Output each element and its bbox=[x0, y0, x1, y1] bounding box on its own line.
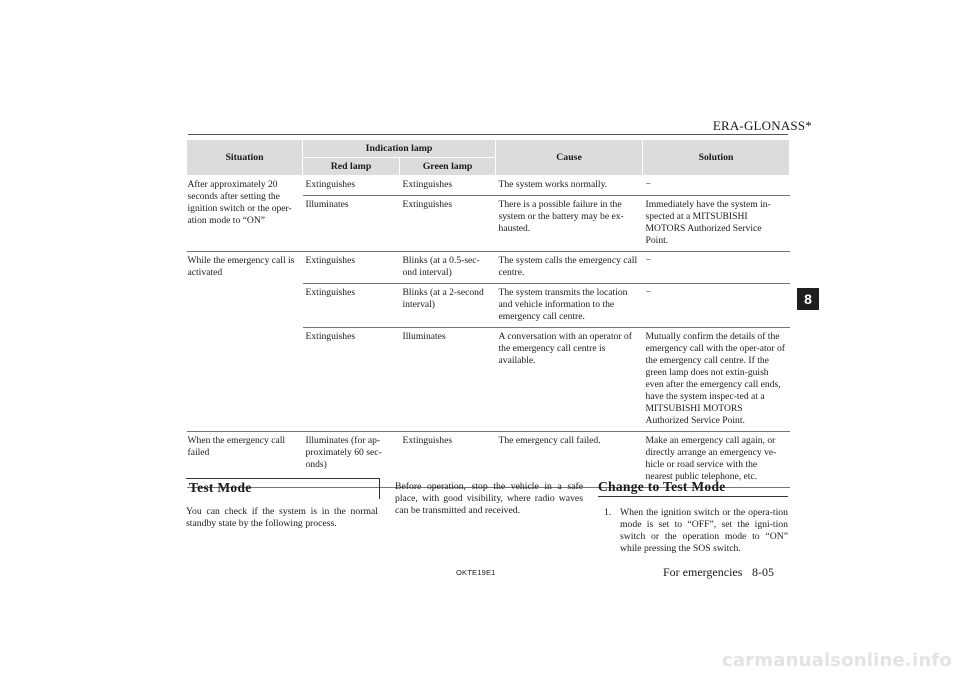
red-lamp-cell: Illuminates (for ap-proximately 60 sec-onds) bbox=[303, 432, 400, 488]
footer-section-name: For emergencies bbox=[663, 565, 743, 579]
header-indication-lamp: Indication lamp bbox=[303, 140, 496, 158]
green-lamp-cell: Extinguishes bbox=[400, 176, 496, 196]
table-row bbox=[187, 252, 790, 284]
test-mode-note: Before operation, stop the vehicle in a safe place, with good visibility, where radio waves can be transmitted and received. bbox=[395, 481, 583, 516]
document-code: OKTE19E1 bbox=[456, 568, 496, 577]
cause-cell: The system transmits the location and vehicle information to the emergency call centre. bbox=[496, 284, 643, 328]
test-mode-intro: You can check if the system is in the normal standby state by the following process. bbox=[186, 506, 378, 529]
step-text: When the ignition switch or the opera-tion mode is set to “OFF”, set the igni-tion switch or the operation mode to “ON” while pressing the SOS switch. bbox=[620, 507, 788, 554]
table-row bbox=[187, 176, 790, 196]
header-red-lamp: Red lamp bbox=[303, 158, 400, 176]
green-lamp-cell: Blinks (at a 0.5-sec-ond interval) bbox=[400, 252, 496, 284]
green-lamp-cell: Extinguishes bbox=[400, 432, 496, 488]
cause-cell: A conversation with an operator of the emergency call centre is available. bbox=[496, 328, 643, 432]
step-number: 1. bbox=[604, 507, 612, 518]
red-lamp-cell: Extinguishes bbox=[303, 284, 400, 328]
green-lamp-cell: Illuminates bbox=[400, 328, 496, 432]
red-lamp-cell: Extinguishes bbox=[303, 176, 400, 196]
chapter-tab[interactable]: 8 bbox=[797, 288, 819, 310]
red-lamp-cell: Extinguishes bbox=[303, 328, 400, 432]
change-to-test-mode-heading: Change to Test Mode bbox=[598, 478, 788, 497]
situation-cell: When the emergency call failed bbox=[187, 432, 303, 488]
solution-cell: Mutually confirm the details of the emergency call with the oper-ator of the emergency call centre. If the green lamp does not extin-guish even after the emergency call ends, have the system inspec-ted at a MITSUBISHI MOTORS Authorized Service Point. bbox=[643, 328, 790, 432]
red-lamp-cell: Illuminates bbox=[303, 196, 400, 252]
header-solution: Solution bbox=[643, 140, 790, 176]
solution-cell: − bbox=[643, 284, 790, 328]
indication-lamp-table bbox=[186, 139, 790, 488]
green-lamp-cell: Extinguishes bbox=[400, 196, 496, 252]
header-situation: Situation bbox=[187, 140, 303, 176]
cause-cell: There is a possible failure in the system or the battery may be ex-hausted. bbox=[496, 196, 643, 252]
solution-cell: − bbox=[643, 252, 790, 284]
step-list bbox=[604, 507, 788, 555]
page-number: 8-05 bbox=[752, 565, 774, 579]
situation-cell: While the emergency call is activated bbox=[187, 252, 303, 432]
red-lamp-cell: Extinguishes bbox=[303, 252, 400, 284]
solution-cell: Immediately have the system in-spected at a MITSUBISHI MOTORS Authorized Service Point. bbox=[643, 196, 790, 252]
header-divider bbox=[188, 134, 788, 135]
header-green-lamp: Green lamp bbox=[400, 158, 496, 176]
cause-cell: The system calls the emergency call centre. bbox=[496, 252, 643, 284]
test-mode-heading: Test Mode bbox=[186, 478, 380, 499]
green-lamp-cell: Blinks (at a 2-second interval) bbox=[400, 284, 496, 328]
watermark: carmanualsonline.info bbox=[721, 650, 952, 671]
cause-cell: The emergency call failed. bbox=[496, 432, 643, 488]
header-cause: Cause bbox=[496, 140, 643, 176]
solution-cell: Make an emergency call again, or directly arrange an emergency ve-hicle or road service with the nearest public telephone, etc. bbox=[643, 432, 790, 488]
solution-cell: − bbox=[643, 176, 790, 196]
situation-cell: After approximately 20 seconds after setting the ignition switch or the oper-ation mode to “ON” bbox=[187, 176, 303, 252]
cause-cell: The system works normally. bbox=[496, 176, 643, 196]
page-header-title: ERA-GLONASS* bbox=[712, 118, 812, 133]
